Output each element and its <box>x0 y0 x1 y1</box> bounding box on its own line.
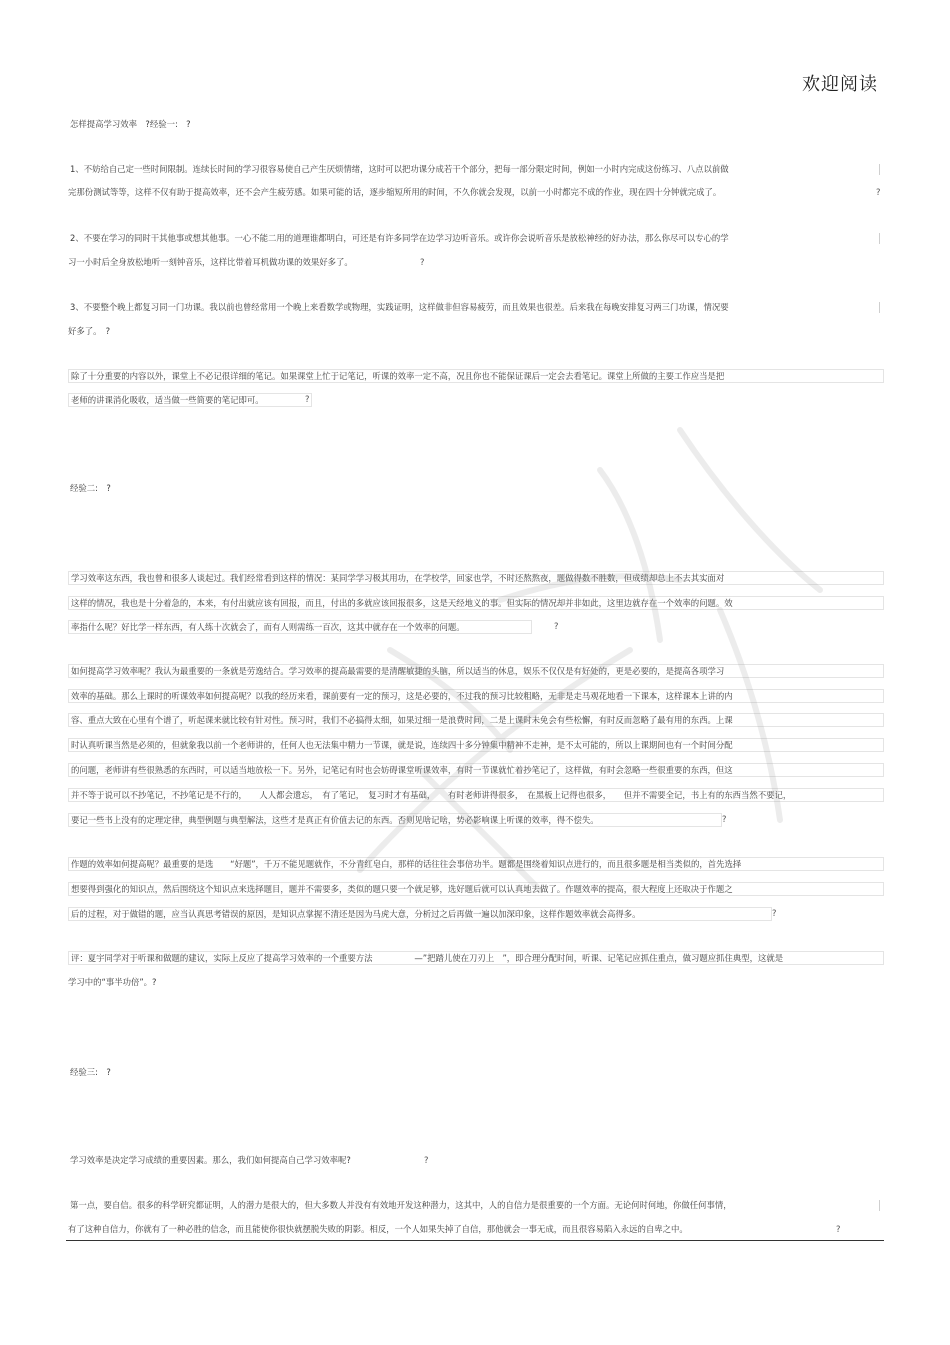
boxed-paragraph-line: 时认真听课当然是必须的，但就象我以前一个老师讲的，任何人也无法集中精力一节课，就是说，连续四十多分钟集中精神不走神，是不太可能的，所以上课期间也有一个时间分配 <box>68 738 884 752</box>
boxed-paragraph-line: 要记一些书上没有的定理定律，典型例题与典型解法，这些才是真正有价值去记的东西。否则见啥记啥，势必影响课上听课的效率，得不偿失。 <box>68 813 722 827</box>
boxed-paragraph-line: 并不等于说可以不抄笔记，不抄笔记是不行的， 人人都会遗忘， 有了笔记， 复习时才有基础， 有时老师讲得很多， 在黑板上记得也很多， 但并不需要全记，书上有的东西当然不要记， <box>68 788 884 802</box>
boxed-paragraph-line: 的问题，老师讲有些很熟悉的东西时，可以适当地放松一下。另外，记笔记有时也会妨碍课堂听课效率，有时一节课就忙着抄笔记了，这样做，有时会忽略一些很重要的东西，但这 <box>68 763 884 777</box>
question-mark: ? <box>420 257 425 267</box>
question-mark: ? <box>305 394 310 404</box>
boxed-paragraph-line: 除了十分重要的内容以外，课堂上不必记很详细的笔记。如果课堂上忙于记笔记，听课的效率一定不高，况且你也不能保证课后一定会去看笔记。课堂上所做的主要工作应当是把 <box>68 369 884 383</box>
question-mark: ? <box>554 621 559 631</box>
paragraph-line: 好多了。 ? <box>68 326 111 336</box>
question-mark: ? <box>836 1224 841 1234</box>
question-mark: ? <box>876 187 881 197</box>
paragraph-line: 有了这种自信力，你就有了一种必胜的信念，而且能使你很快就摆脱失败的阴影。相反，一个人如果失掉了自信，那他就会一事无成，而且很容易陷入永远的自卑之中。 <box>68 1224 688 1234</box>
section-title-3: 经验三: ? <box>70 1067 111 1077</box>
margin-tick <box>879 233 880 244</box>
paragraph-line: 1、不妨给自己定一些时间限制。连续长时间的学习很容易使自己产生厌烦情绪，这时可以把功课分成若干个部分，把每一部分限定时间，例如一小时内完成这份练习、八点以前做 <box>70 164 729 174</box>
paragraph-line: 2、不要在学习的同时干其他事或想其他事。一心不能二用的道理谁都明白，可还是有许多同学在边学习边听音乐。或许你会说听音乐是放松神经的好办法，那么你尽可以专心的学 <box>70 233 729 243</box>
margin-tick <box>879 1200 880 1211</box>
watermark-graphic <box>300 350 860 970</box>
section-title-2: 经验二: ? <box>70 483 111 493</box>
boxed-paragraph-line: 后的过程，对于做错的题，应当认真思考错误的原因，是知识点掌握不清还是因为马虎大意，分析过之后再做一遍以加深印象，这样作题效率就会高得多。 <box>68 907 772 921</box>
boxed-paragraph-line: 效率的基础。那么上课时的听课效率如何提高呢？以我的经历来看，课前要有一定的预习，这是必要的，不过我的预习比较粗略，无非是走马观花地看一下课本，这样课本上讲的内 <box>68 689 884 703</box>
question-mark: ? <box>772 908 777 918</box>
comment-line: 评：夏宇同学对于听课和做题的建议，实际上反应了提高学习效率的一个重要方法 —”把踏儿使在刀刃上 ”，即合理分配时间，听课、记笔记应抓住重点，做习题应抓住典型，这就是 <box>68 951 884 965</box>
question-mark: ? <box>424 1155 429 1165</box>
boxed-paragraph-line: 容、重点大致在心里有个谱了，听起课来就比较有针对性。预习时，我们不必搞得太细，如果过细一是浪费时间，二是上课时未免会有些松懈，有时反而忽略了最有用的东西。上课 <box>68 713 884 727</box>
boxed-paragraph-line: 老师的讲课消化吸收，适当做一些简要的笔记即可。 <box>68 393 312 407</box>
question-mark: ? <box>722 814 727 824</box>
paragraph-line: 习一小时后全身放松地听一刻钟音乐，这样比带着耳机做功课的效果好多了。 <box>68 257 353 267</box>
boxed-paragraph-line: 作题的效率如何提高呢？最重要的是选 “好题”，千万不能见题就作，不分青红皂白，那样的话往往会事倍功半。题都是围绕着知识点进行的，而且很多题是相当类似的，首先选择 <box>68 857 884 871</box>
paragraph-line: 第一点，要自信。很多的科学研究都证明，人的潜力是很大的，但大多数人并没有有效地开发这种潜力，这其中，人的自信力是很重要的一个方面。无论何时何地，你做任何事情， <box>70 1200 732 1210</box>
boxed-paragraph-line: 想要得到强化的知识点，然后围绕这个知识点来选择题目，题并不需要多，类似的题只要一个就足够，选好题后就可以认真地去做了。作题效率的提高，很大程度上还取决于作题之 <box>68 882 884 896</box>
paragraph-line: 完那份测试等等，这样不仅有助于提高效率，还不会产生疲劳感。如果可能的话，逐步缩短所用的时间，不久你就会发现，以前一小时都完不成的作业，现在四十分钟就完成了。 <box>68 187 722 197</box>
boxed-paragraph-line: 率指什么呢？好比学一样东西，有人练十次就会了，而有人则需练一百次，这其中就存在一个效率的问题。 <box>68 620 532 634</box>
margin-tick <box>879 302 880 313</box>
boxed-paragraph-line: 学习效率这东西，我也曾和很多人谈起过。我们经常看到这样的情况：某同学学习极其用功，在学校学，回家也学，不时还熬熬夜，题做得数不胜数，但成绩却总上不去其实面对 <box>68 571 884 585</box>
margin-tick <box>879 164 880 175</box>
comment-line: 学习中的“事半功倍”。? <box>68 977 157 987</box>
paragraph-line: 学习效率是决定学习成绩的重要因素。那么，我们如何提高自己学习效率呢? <box>70 1155 351 1165</box>
boxed-paragraph-line: 如何提高学习效率呢？我认为最重要的一条就是劳逸结合。学习效率的提高最需要的是清醒敏捷的头脑，所以适当的休息，娱乐不仅仅是有好处的，更是必要的，是提高各项学习 <box>68 664 884 678</box>
page-header-title: 欢迎阅读 <box>802 74 878 95</box>
footer-rule <box>66 1240 884 1241</box>
boxed-paragraph-line: 这样的情况，我也是十分着急的，本来，有付出就应该有回报，而且，付出的多就应该回报很多，这是天经地义的事。但实际的情况却并非如此，这里边就存在一个效率的问题。效 <box>68 596 884 610</box>
section-title-1: 怎样提高学习效率 ?经验一: ? <box>70 119 191 129</box>
paragraph-line: 3、不要整个晚上都复习同一门功课。我以前也曾经常用一个晚上来看数学或物理，实践证明，这样做非但容易疲劳，而且效果也很差。后来我在每晚安排复习两三门功课，情况要 <box>70 302 729 312</box>
